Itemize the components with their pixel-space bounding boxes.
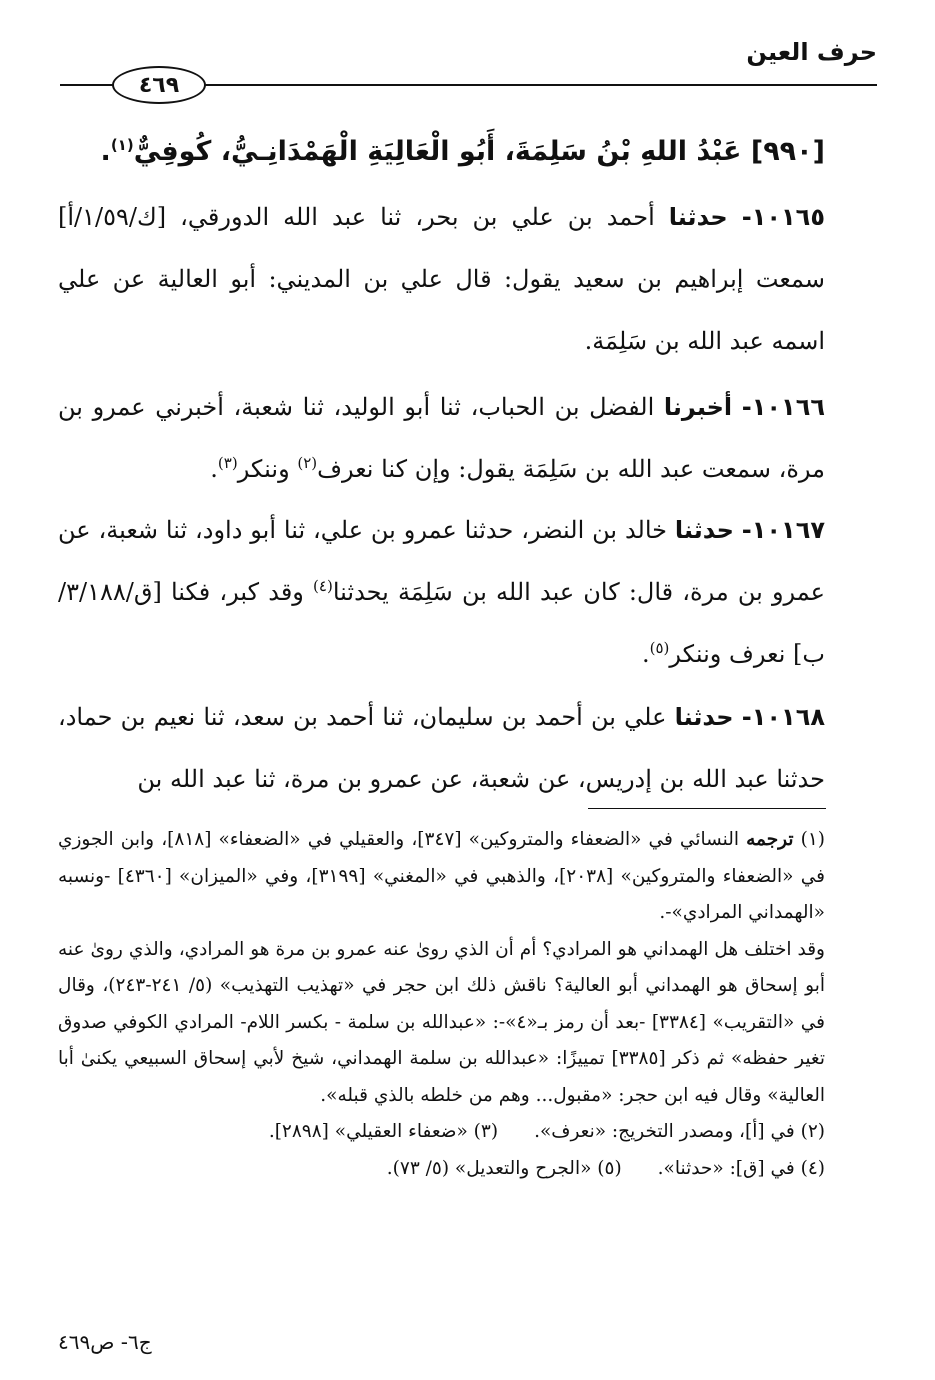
narration-text: .	[641, 640, 650, 668]
narration-keyword: حدثنا	[668, 203, 728, 231]
narration-text: وقد كبر، فكنا [ق/٣/١٨٨/ب] نعرف وننكر	[58, 578, 825, 668]
running-head-chapter-title: حرف العين	[746, 38, 877, 66]
narration-10168	[58, 686, 825, 810]
narration-keyword: أخبرنا	[663, 393, 733, 421]
narration-10165	[58, 186, 825, 372]
page-number-oval	[112, 66, 206, 104]
narration-10167	[58, 499, 825, 685]
entry-end: .	[100, 136, 111, 167]
footnote-row-2-3	[58, 1114, 825, 1151]
narration-keyword: حدثنا	[674, 703, 734, 731]
narration-number: ١٠١٦٥-	[741, 203, 825, 231]
narration-text: الفضل بن الحباب، ثنا أبو الوليد، ثنا شعبة، أخبرني عمرو بن مرة، سمعت عبد الله بن سَلِمَة يقول: وإن كنا نعرف	[58, 393, 825, 483]
footnote-1-discussion: وقد اختلف هل الهمداني هو المرادي؟ أم أن الذي روىٰ عنه عمرو بن مرة هو المرادي، والذي روىٰ عنه أبو إسحاق هو الهمداني أبو العالية؟ ناقش ذلك ابن حجر في «تهذيب التهذيب» (٥/ ٢٤١-٢٤٣)، وقال في «التقريب» [٣٣٨٤] -بعد أن رمز بـ«٤»-: «عبدالله بن سلمة - بكسر اللام- المرادي الكوفي صدوق تغير حفظه» ثم ذكر [٣٣٨٥] تمييزًا: «عبدالله بن سلمة الهمداني، شيخ لأبي إسحاق السبيعي يكنىٰ أبا العالية» وقال فيه ابن حجر: «مقبول... وهم من خلطه بالذي قبله».	[58, 938, 826, 1106]
footnotes	[58, 822, 825, 1187]
footnote-number: (١)	[800, 829, 825, 850]
footnote-separator	[588, 808, 826, 809]
footnote-2: (٢) في [أ]، ومصدر التخريج: «نعرف».	[534, 1121, 825, 1142]
narration-text: أحمد بن علي بن بحر، ثنا عبد الله الدورقي، [ك/١/٥٩/أ] سمعت إبراهيم بن سعيد يقول: قال علي بن المديني: أبو العالية عن علي اسمه عبد الله بن سَلِمَة.	[58, 203, 825, 355]
narration-number: ١٠١٦٧-	[741, 516, 825, 544]
footnote-ref: (٢)	[297, 454, 318, 472]
narration-text: وننكر	[237, 455, 298, 483]
narration-number: ١٠١٦٦-	[741, 393, 825, 421]
narration-keyword: حدثنا	[674, 516, 734, 544]
footnote-3: (٣) «ضعفاء العقيلي» [٢٨٩٨].	[268, 1121, 499, 1142]
footnote-ref: (١)	[110, 136, 134, 154]
entry-heading	[58, 122, 825, 182]
footnote-ref: (٣)	[217, 454, 238, 472]
footnote-1	[58, 822, 825, 932]
footnote-5: (٥) «الجرح والتعديل» (٥/ ٧٣).	[386, 1157, 622, 1179]
footnote-ref: (٤)	[313, 577, 333, 595]
entry-title: عَبْدُ اللهِ بْنُ سَلِمَةَ، أَبُو الْعَالِيَةِ الْهَمْدَانِـيُّ، كُوفِيٌّ	[133, 136, 742, 167]
entry-number: [٩٩٠]	[750, 136, 825, 167]
footnote-ref: (٥)	[649, 639, 670, 657]
narration-text: علي بن أحمد بن سليمان، ثنا أحمد بن سعد، ثنا نعيم بن حماد، حدثنا عبد الله بن إدريس، عن شعبة، عن عمرو بن مرة، ثنا عبد الله بن	[58, 703, 825, 793]
page-number: ٤٦٩	[138, 72, 180, 98]
narration-10166	[58, 376, 825, 500]
footnote-text: النسائي في «الضعفاء والمتروكين» [٣٤٧]، والعقيلي في «الضعفاء» [٨١٨]، وابن الجوزي في «الضعفاء والمتروكين» [٢٠٣٨]، والذهبي في «المغني» [٣١٩٩]، وفي «الميزان» [٤٣٦٠] -ونسبه «الهمداني المرادي»-.	[58, 829, 825, 923]
footnote-row-4-5	[58, 1151, 825, 1188]
volume-page-reference: ج٦- ص٤٦٩	[58, 1330, 152, 1354]
narration-text: .	[210, 455, 218, 483]
footnote-lead-word: ترجمه	[746, 829, 794, 850]
narration-text: خالد بن النضر، حدثنا عمرو بن علي، ثنا أبو داود، ثنا شعبة، عن عمرو بن مرة، قال: كان عبد الله بن سَلِمَة يحدثنا	[58, 516, 825, 606]
footnote-4: (٤) في [ق]: «حدثنا».	[657, 1157, 825, 1179]
narration-number: ١٠١٦٨-	[741, 703, 825, 731]
